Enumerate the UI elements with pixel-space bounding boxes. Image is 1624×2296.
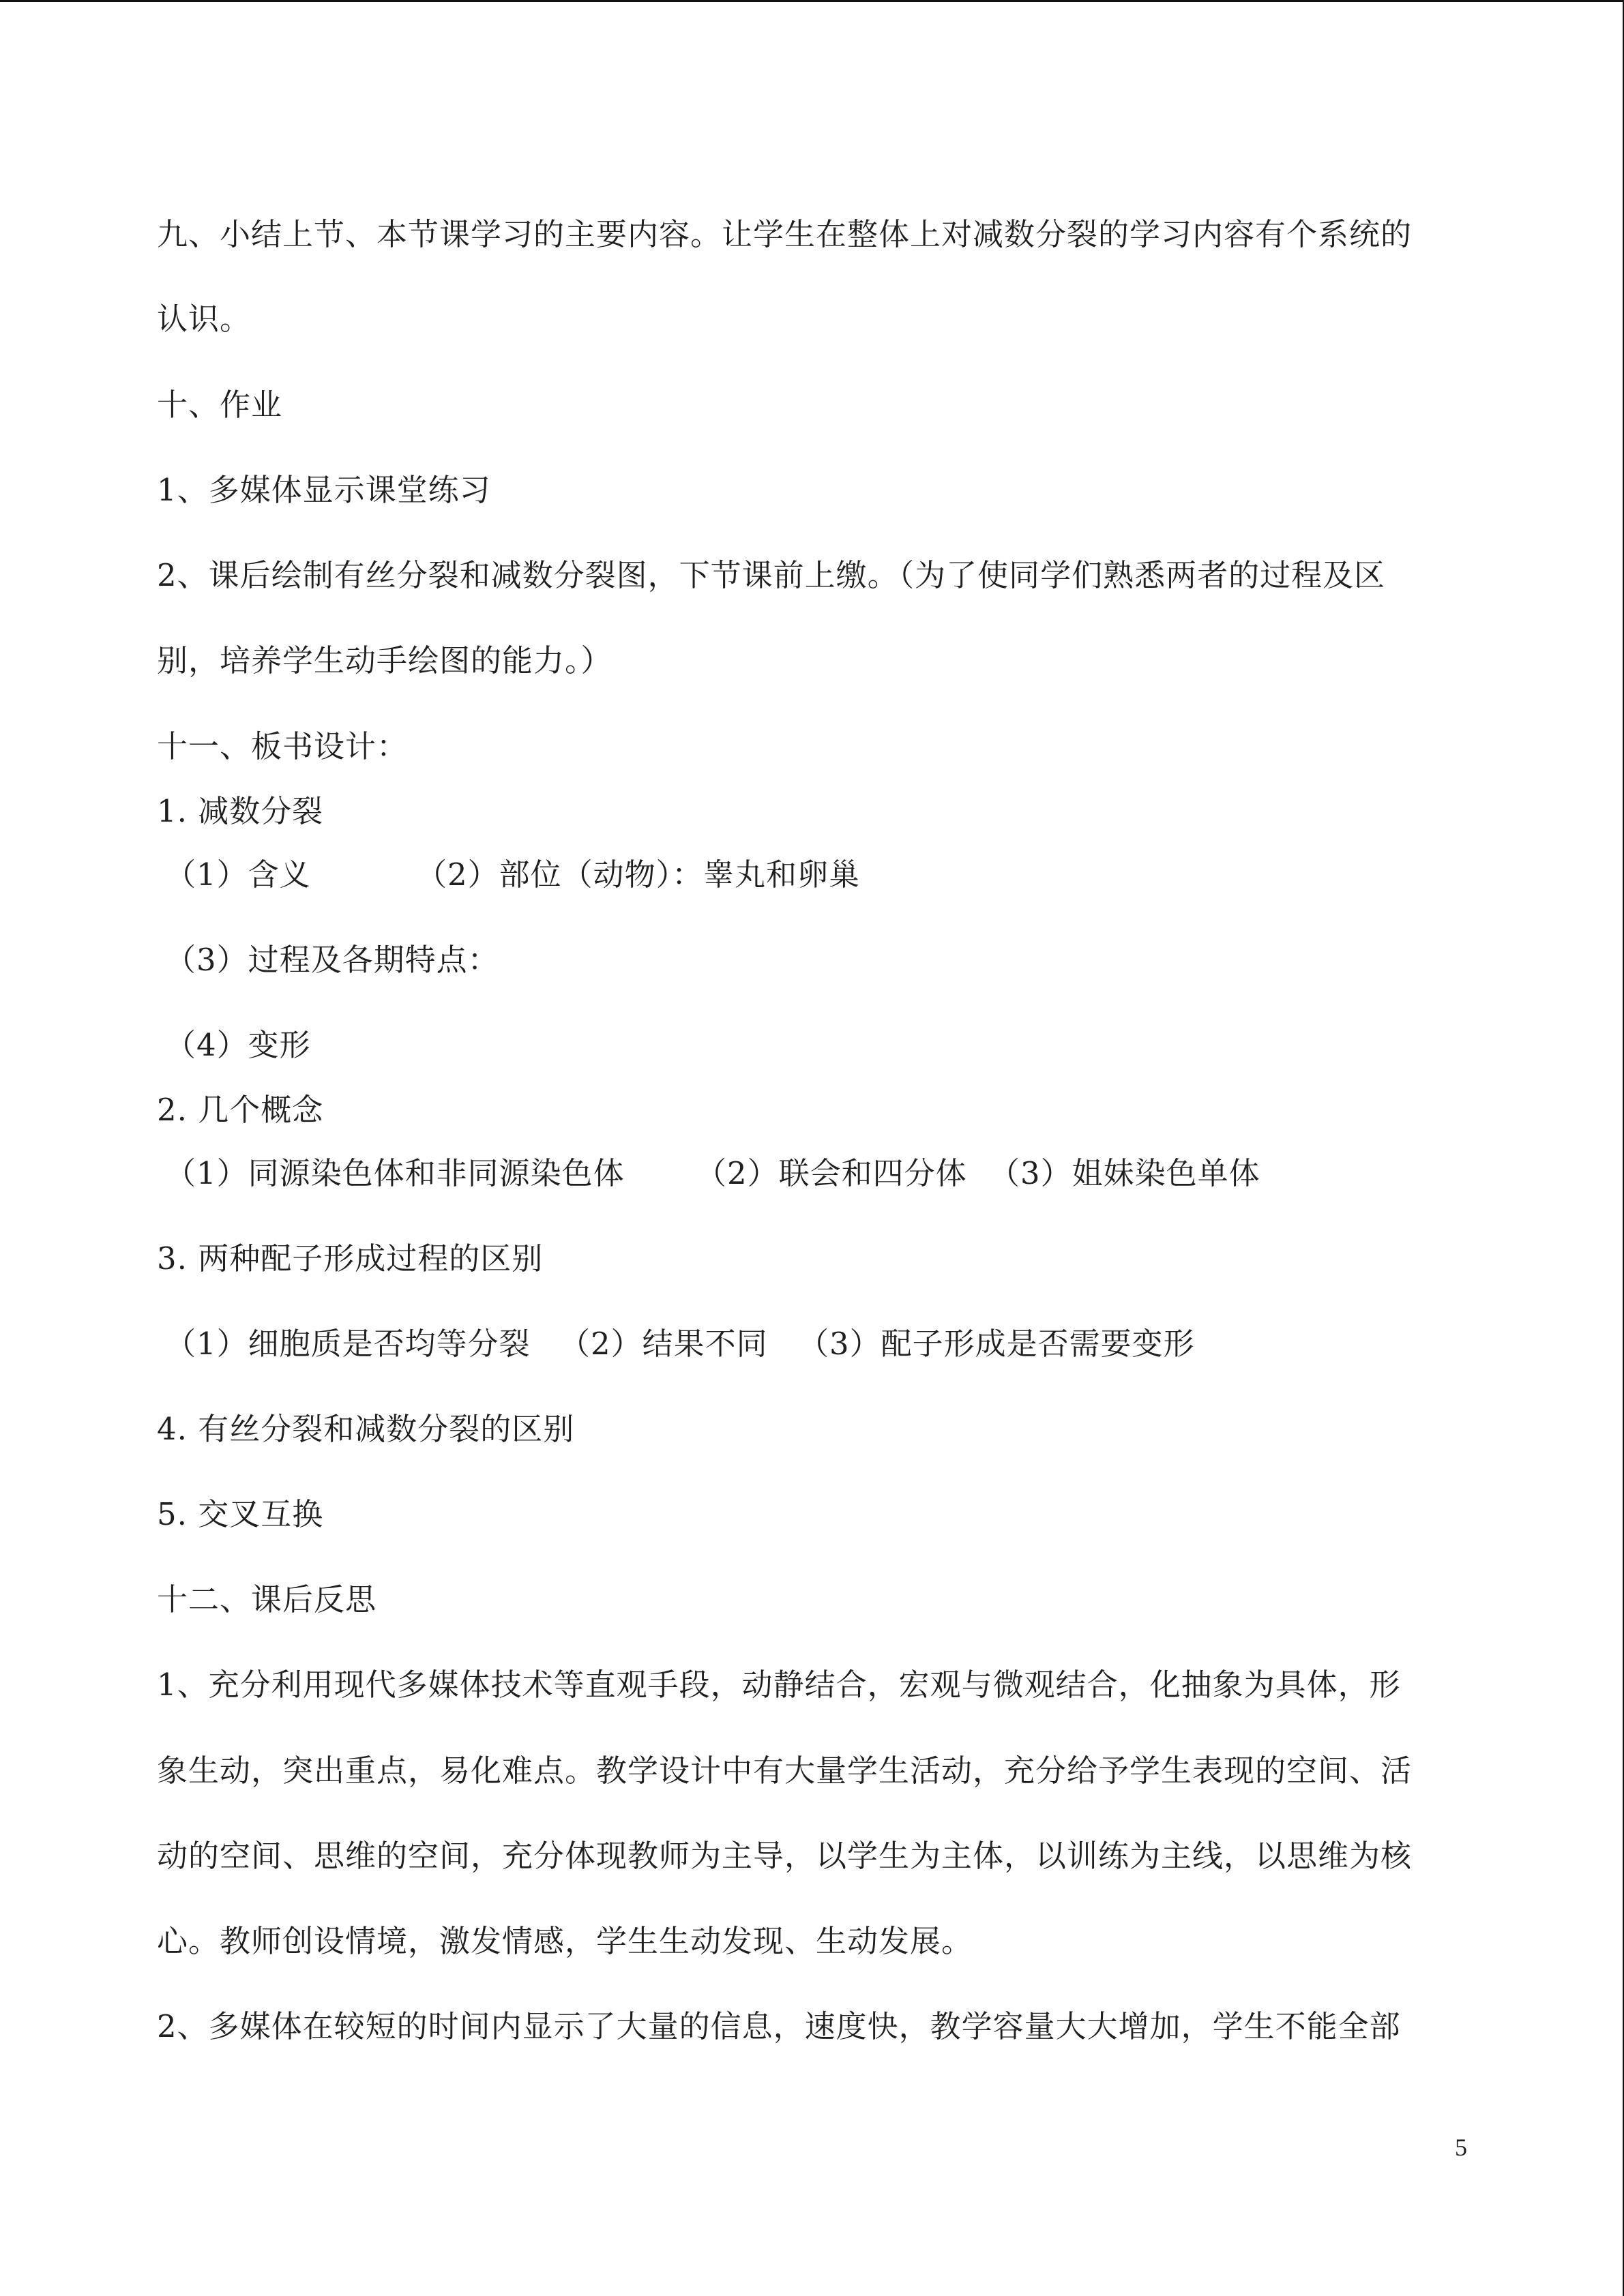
page-top-border [0,0,1624,2]
board-item-3-sub-3: （3）配子形成是否需要变形 [798,1326,1195,1362]
page-number: 5 [1455,2134,1467,2161]
board-item-3-sub-2: （2）结果不同 [559,1326,768,1362]
heading-homework: 十、作业 [157,387,283,423]
board-item-2-sub-2: （2）联会和四分体 [696,1155,967,1191]
reflection-item-1-line-4: 心。教师创设情境，激发情感，学生生动发现、生动发展。 [157,1923,973,1959]
reflection-item-1-line-2: 象生动，突出重点，易化难点。教学设计中有大量学生活动，充分给予学生表现的空间、活 [157,1753,1413,1789]
paragraph-summary-line-2: 认识。 [157,301,252,337]
reflection-item-1-line-1: 1、充分利用现代多媒体技术等直观手段，动静结合，宏观与微观结合，化抽象为具体，形 [157,1667,1401,1703]
board-item-1-sub-3: （3）过程及各期特点： [165,942,499,978]
heading-reflection: 十二、课后反思 [157,1581,377,1617]
board-item-2-sub-1: （1）同源染色体和非同源染色体 [165,1155,625,1191]
board-item-1-sub-1: （1）含义 [165,856,311,893]
reflection-item-1-line-3: 动的空间、思维的空间，充分体现教师为主导，以学生为主体，以训练为主线，以思维为核 [157,1838,1413,1874]
board-item-4: 4. 有丝分裂和减数分裂的区别 [157,1411,575,1447]
paragraph-summary-line-1: 九、小结上节、本节课学习的主要内容。让学生在整体上对减数分裂的学习内容有个系统的 [157,216,1413,252]
board-item-5: 5. 交叉互换 [157,1496,324,1532]
board-item-1-sub-4: （4）变形 [165,1027,311,1063]
board-item-2-sub-3: （3）姐妹染色单体 [989,1155,1260,1191]
board-item-2: 2. 几个概念 [157,1092,324,1128]
homework-item-2-line-1: 2、课后绘制有丝分裂和减数分裂图，下节课前上缴。（为了使同学们熟悉两者的过程及区 [157,557,1386,593]
reflection-item-2-line-1: 2、多媒体在较短的时间内显示了大量的信息，速度快，教学容量大大增加，学生不能全部 [157,2008,1401,2044]
board-item-1-sub-2: （2）部位（动物）：睾丸和卵巢 [416,856,861,893]
board-item-1: 1. 减数分裂 [157,793,324,829]
board-item-3: 3. 两种配子形成过程的区别 [157,1240,544,1277]
heading-board-design: 十一、板书设计： [157,728,409,764]
board-item-3-sub-1: （1）细胞质是否均等分裂 [165,1326,531,1362]
homework-item-2-line-2: 别，培养学生动手绘图的能力。） [157,642,612,679]
homework-item-1: 1、多媒体显示课堂练习 [157,472,491,508]
